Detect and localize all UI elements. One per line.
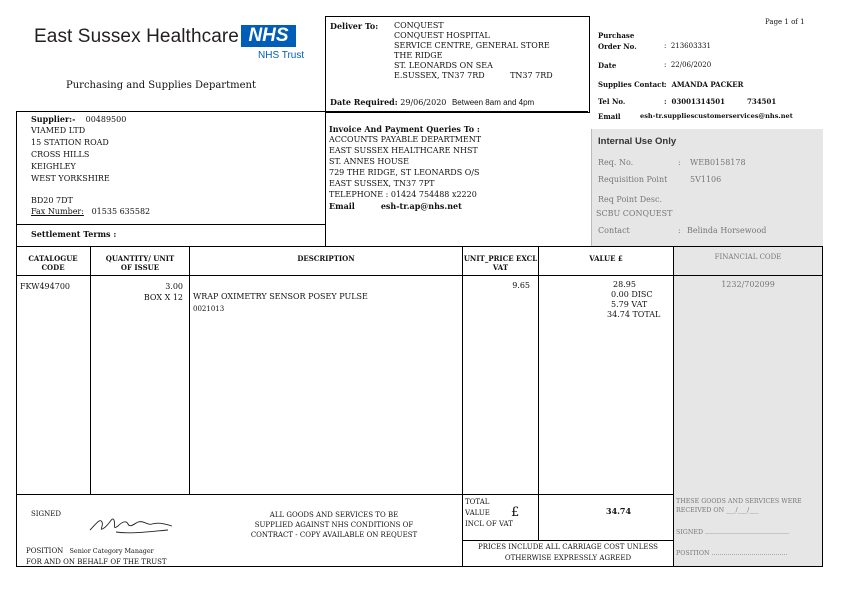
fax-value: 01535 635582 (91, 207, 151, 216)
req-no-label: Req. No. (598, 158, 634, 167)
supplier-label: Supplier:- (31, 114, 76, 124)
value-line: 5.79 VAT (611, 300, 648, 309)
total-value: 34.74 (606, 506, 632, 516)
contact-int-label: Contact (598, 226, 630, 235)
received-position: POSITION ...................................... (676, 550, 788, 557)
address-line: SERVICE CENTRE, GENERAL STORE (394, 41, 550, 50)
col-rule (538, 246, 539, 540)
invoice-line: ST. ANNES HOUSE (329, 157, 409, 166)
header-financial: FINANCIAL CODE (714, 253, 782, 261)
prices-rule (462, 540, 673, 541)
date-value: : 22/06/2020 (664, 61, 712, 69)
position-label: POSITION (26, 547, 64, 555)
req-desc-label: Req Point Desc. (598, 195, 663, 204)
supplier-block (31, 114, 150, 217)
supplies-contact: AMANDA PACKER (671, 80, 744, 89)
header-unit-price: UNIT_PRICE EXCL VAT (463, 254, 538, 272)
financial-column (674, 247, 822, 567)
total-label (465, 498, 513, 529)
order-value: : 213603331 (664, 42, 711, 50)
contact-value: : AMANDA PACKER (664, 80, 744, 89)
signature-image (86, 512, 176, 538)
req-desc-value: SCBU CONQUEST (596, 209, 673, 218)
row-unit-price: 9.65 (512, 281, 530, 290)
terms-line: SUPPLIED AGAINST NHS CONDITIONS OF (254, 521, 414, 529)
total-line: INCL OF VAT (465, 520, 513, 528)
prices-line: OTHERWISE EXPRESSLY AGREED (504, 554, 632, 562)
address-line: CONQUEST (394, 21, 444, 30)
row-unit: BOX X 12 (143, 293, 183, 302)
header-description: DESCRIPTION (297, 254, 355, 263)
invoice-email-label: Email (329, 201, 355, 211)
supplier-postcode: BD20 7DT (31, 196, 73, 205)
row-quantity: 3.00 (165, 282, 183, 291)
order-label: Order No. (598, 42, 637, 51)
invoice-label: Invoice And Payment Queries To : (329, 124, 480, 134)
row-catalogue: FKW494700 (20, 282, 71, 291)
contact-label: Supplies Contact (598, 80, 665, 89)
supplier-line: WEST YORKSHIRE (31, 174, 110, 183)
row-value (580, 280, 660, 320)
req-point-value: 5V1106 (690, 175, 722, 184)
date-required-value: 29/06/2020 (400, 98, 447, 107)
header-quantity: QUANTITY/ UNIT OF ISSUE (105, 254, 175, 272)
supplier-code: 00489500 (85, 115, 127, 124)
settlement-terms: Settlement Terms : (31, 229, 117, 239)
position-row (26, 547, 154, 556)
col-rule (462, 246, 463, 567)
supplier-line: VIAMED LTD (31, 126, 86, 135)
trust-name: NHS Trust (258, 50, 305, 61)
tel-value: : 03001314501 734501 (664, 97, 777, 106)
supplier-divider (325, 111, 326, 246)
supplier-line: KEIGHLEY (31, 162, 76, 171)
department-title: Purchasing and Supplies Department (66, 80, 256, 91)
prices-line: PRICES INCLUDE ALL CARRIAGE COST UNLESS (478, 543, 658, 551)
footer-top-rule (16, 494, 673, 495)
col-rule (90, 246, 91, 494)
tel-ext: 734501 (747, 97, 777, 106)
top-rule (16, 111, 588, 112)
invoice-line: EAST SUSSEX HEALTHCARE NHST (329, 146, 478, 155)
page-number: Page 1 of 1 (765, 18, 805, 26)
address-line: CONQUEST HOSPITAL (394, 31, 490, 40)
col-rule (189, 246, 190, 494)
header-catalogue: CATALOGUE CODE (28, 254, 78, 272)
invoice-line: 729 THE RIDGE, ST LEONARDS O/S (329, 168, 480, 177)
supplier-line: CROSS HILLS (31, 150, 90, 159)
invoice-block (329, 124, 481, 212)
value-line: 0.00 DISC (611, 290, 653, 299)
order-number: 213603331 (670, 42, 711, 50)
table-header-rule (16, 275, 822, 276)
invoice-line: ACCOUNTS PAYABLE DEPARTMENT (329, 135, 482, 144)
invoice-line: EAST SUSSEX, TN37 7PT (329, 179, 435, 188)
address-line: E.SUSSEX, TN37 7RD TN37 7RD (394, 71, 553, 80)
right-rule (822, 246, 823, 567)
deliver-address (394, 21, 553, 81)
email-label: Email (598, 112, 621, 121)
header-value: VALUE £ (589, 254, 623, 263)
date-required-label: Date Required: (330, 97, 398, 107)
fax-label: Fax Number: (31, 207, 84, 216)
tel-label: Tel No. (598, 97, 626, 106)
nhs-logo: NHS (241, 25, 296, 47)
order-date: 22/06/2020 (670, 61, 712, 69)
deliver-label: Deliver To: (330, 21, 379, 31)
row-description-code: 0021013 (193, 305, 225, 313)
date-label: Date (598, 61, 617, 70)
received-signed: SIGNED .......................................... (676, 529, 790, 536)
address-line: THE RIDGE (394, 51, 443, 60)
col-rule (673, 246, 674, 567)
terms-line: ALL GOODS AND SERVICES TO BE (269, 511, 399, 519)
value-line: 34.74 TOTAL (607, 310, 661, 319)
contact-int-value: Belinda Horsewood (687, 226, 767, 235)
supplier-line: 15 STATION ROAD (31, 138, 109, 147)
row-description: WRAP OXIMETRY SENSOR POSEY PULSE (193, 292, 368, 301)
purchase-title: Purchase (598, 31, 635, 40)
terms-line: CONTRACT - COPY AVAILABLE ON REQUEST (250, 531, 418, 539)
received-text: THESE GOODS AND SERVICES WERE RECEIVED ON ___/___/___ (676, 498, 802, 514)
address-line: ST. LEONARDS ON SEA (394, 61, 493, 70)
req-no-value: WEB0158178 (690, 158, 746, 167)
invoice-line: TELEPHONE : 01424 754488 x2220 (329, 190, 477, 199)
date-required (330, 97, 534, 108)
req-no-colon: : (678, 158, 681, 167)
org-name: East Sussex Healthcare (34, 26, 239, 47)
tel-number: 03001314501 (671, 97, 726, 106)
email-value[interactable]: esh-tr.suppliescustomerservices@nhs.net (640, 112, 793, 120)
signed-label: SIGNED (31, 510, 61, 518)
date-required-note: Between 8am and 4pm (451, 98, 535, 107)
value-line: 28.95 (613, 280, 636, 289)
internal-use-title: Internal Use Only (598, 136, 677, 147)
settlement-rule (16, 224, 326, 225)
terms-text (224, 511, 444, 540)
row-financial-code: 1232/702099 (721, 280, 775, 289)
invoice-email-value[interactable]: esh-tr.ap@nhs.net (380, 201, 462, 211)
behalf-text: FOR AND ON BEHALF OF THE TRUST (26, 558, 167, 566)
total-line: TOTAL (465, 498, 490, 506)
position-value: Senior Category Manager (69, 547, 154, 555)
contact-int-colon: : (678, 226, 681, 235)
left-rule (16, 111, 17, 567)
req-point-label: Requisition Point (598, 175, 668, 184)
total-line: VALUE (465, 509, 490, 517)
pound-sign: £ (511, 505, 520, 520)
prices-note (463, 543, 673, 563)
